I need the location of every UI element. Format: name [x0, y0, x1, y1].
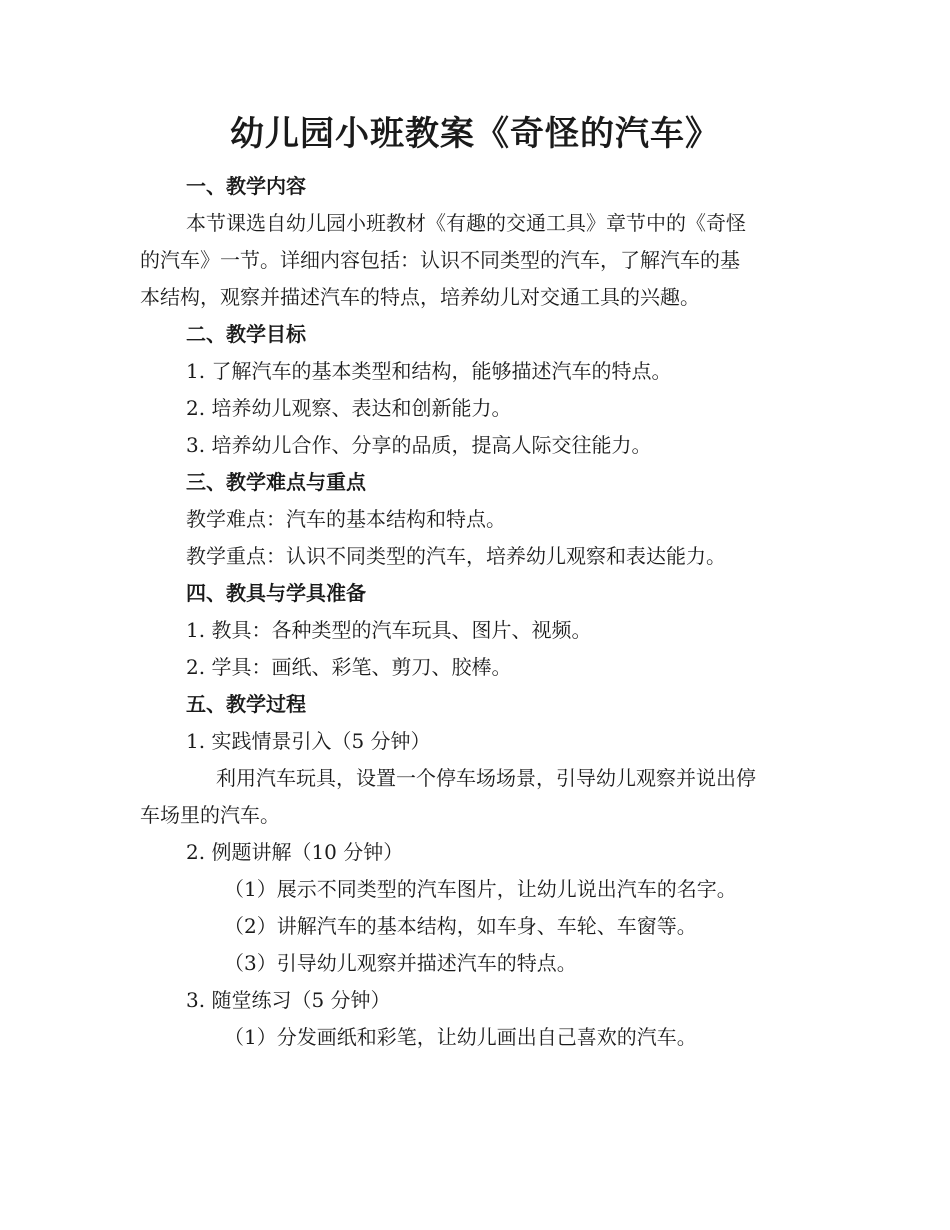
sub-list-item: （1）展示不同类型的汽车图片，让幼儿说出汽车的名字。	[224, 877, 737, 901]
section-heading-materials: 四、教具与学具准备	[186, 581, 366, 605]
list-item: 2. 学具：画纸、彩笔、剪刀、胶棒。	[186, 655, 512, 679]
section-heading-content: 一、教学内容	[186, 174, 306, 198]
sub-list-item: （3）引导幼儿观察并描述汽车的特点。	[224, 951, 577, 975]
list-item: 3. 培养幼儿合作、分享的品质，提高人际交往能力。	[186, 433, 652, 457]
section-heading-process: 五、教学过程	[186, 692, 306, 716]
paragraph-line: 教学重点：认识不同类型的汽车，培养幼儿观察和表达能力。	[186, 544, 726, 568]
paragraph-line: 本结构，观察并描述汽车的特点，培养幼儿对交通工具的兴趣。	[140, 285, 700, 309]
paragraph-line: 教学难点：汽车的基本结构和特点。	[186, 507, 506, 531]
list-item: 1. 实践情景引入（5 分钟）	[186, 729, 431, 753]
list-item: 2. 培养幼儿观察、表达和创新能力。	[186, 396, 512, 420]
paragraph-line: 的汽车》一节。详细内容包括：认识不同类型的汽车，了解汽车的基	[140, 248, 740, 272]
list-item: 2. 例题讲解（10 分钟）	[186, 840, 404, 864]
paragraph-line: 本节课选自幼儿园小班教材《有趣的交通工具》章节中的《奇怪	[186, 211, 746, 235]
sub-list-item: （1）分发画纸和彩笔，让幼儿画出自己喜欢的汽车。	[224, 1025, 697, 1049]
paragraph-line: 车场里的汽车。	[140, 803, 280, 827]
section-heading-difficulty: 三、教学难点与重点	[186, 470, 366, 494]
document-title: 幼儿园小班教案《奇怪的汽车》	[230, 114, 720, 154]
sub-list-item: （2）讲解汽车的基本结构，如车身、车轮、车窗等。	[224, 914, 697, 938]
list-item: 1. 了解汽车的基本类型和结构，能够描述汽车的特点。	[186, 359, 672, 383]
list-item: 1. 教具：各种类型的汽车玩具、图片、视频。	[186, 618, 592, 642]
section-heading-goals: 二、教学目标	[186, 322, 306, 346]
list-item: 3. 随堂练习（5 分钟）	[186, 988, 391, 1012]
paragraph-line: 利用汽车玩具，设置一个停车场场景，引导幼儿观察并说出停	[216, 766, 756, 790]
